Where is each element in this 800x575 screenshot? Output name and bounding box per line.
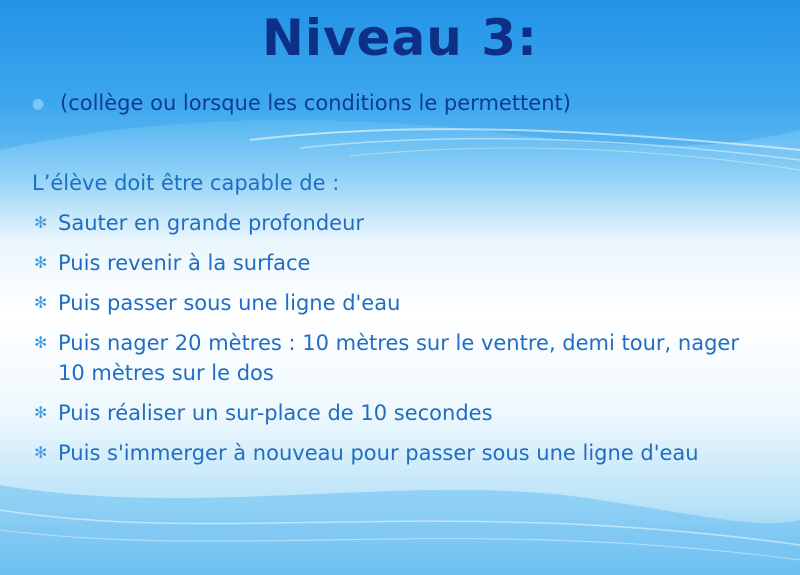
list-item-text: Puis nager 20 mètres : 10 mètres sur le ventre, demi tour, nager 10 mètres sur le dos [58,331,739,385]
asterisk-bullet-icon: ✻ [34,253,48,272]
content-area [32,168,772,478]
list-item [32,328,772,388]
list-item-text: Puis s'immerger à nouveau pour passer sous une ligne d'eau [58,441,699,465]
list-item [32,288,772,318]
list-item [32,208,772,238]
asterisk-bullet-icon: ✻ [34,293,48,312]
list-item-text: Sauter en grande profondeur [58,211,365,235]
asterisk-bullet-icon: ✻ [34,333,48,352]
subtitle-text: (collège ou lorsque les conditions le permettent) [60,91,571,115]
intro-text: L’élève doit être capable de : [32,171,340,195]
bullet-list [32,208,772,468]
dot-bullet-icon: ● [32,96,45,112]
slide-title-suffix: : [517,9,539,67]
list-item-text: Puis passer sous une ligne d'eau [58,291,401,315]
list-item [32,248,772,278]
list-item-text: Puis réaliser un sur-place de 10 secondes [58,401,493,425]
asterisk-bullet-icon: ✻ [34,213,48,232]
slide-title [0,6,800,70]
list-item [32,438,772,468]
asterisk-bullet-icon: ✻ [34,443,48,462]
list-item-text: Puis revenir à la surface [58,251,311,275]
asterisk-bullet-icon: ✻ [34,403,48,422]
list-item [32,398,772,428]
slide-title-text: Niveau 3 [261,9,518,67]
subtitle [32,88,571,119]
